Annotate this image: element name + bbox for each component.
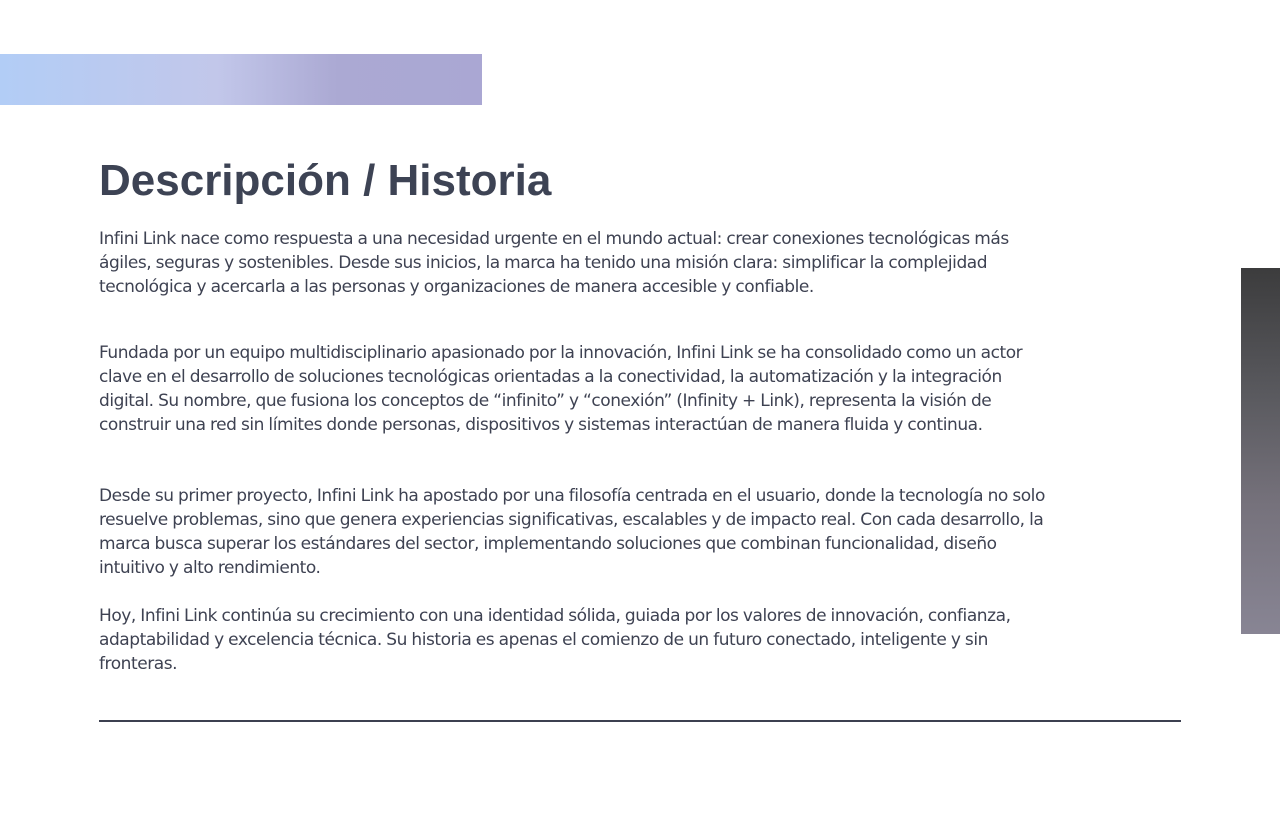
paragraph-philosophy: Desde su primer proyecto, Infini Link ha apostado por una filosofía centrada en el usuario, donde la tecnología no solo resuelve problemas, sino que genera experiencias significativas, escalables y de impacto real. Con cada desarrollo, la marca busca superar los estándares del sector, implementando soluciones que combinan funcionalidad, diseño intuitivo y alto rendimiento. <box>99 486 1045 578</box>
side-accent-bar <box>1241 268 1280 634</box>
header-gradient-band <box>0 54 482 105</box>
paragraph-present: Hoy, Infini Link continúa su crecimiento con una identidad sólida, guiada por los valores de innovación, confianza, adaptabilidad y excelencia técnica. Su historia es apenas el comienzo de un futuro conectado, inteligente y sin fronteras. <box>99 606 1011 674</box>
paragraph-foundation: Fundada por un equipo multidisciplinario apasionado por la innovación, Infini Link se ha consolidado como un actor clave en el desarrollo de soluciones tecnológicas orientadas a la conectividad, la automatización y la integración digital. Su nombre, que fusiona los conceptos de “infinito” y “conexión” (Infinity + Link), representa la visión de construir una red sin límites donde personas, dispositivos y sistemas interactúan de manera fluida y continua. <box>99 343 1023 435</box>
slide-title: Descripción / Historia <box>99 156 552 205</box>
bottom-divider <box>99 720 1181 722</box>
paragraph-intro: Infini Link nace como respuesta a una necesidad urgente en el mundo actual: crear conexiones tecnológicas más ágiles, seguras y sostenibles. Desde sus inicios, la marca ha tenido una misión clara: simplificar la complejidad tecnológica y acercarla a las personas y organizaciones de manera accesible y confiable. <box>99 229 1009 297</box>
